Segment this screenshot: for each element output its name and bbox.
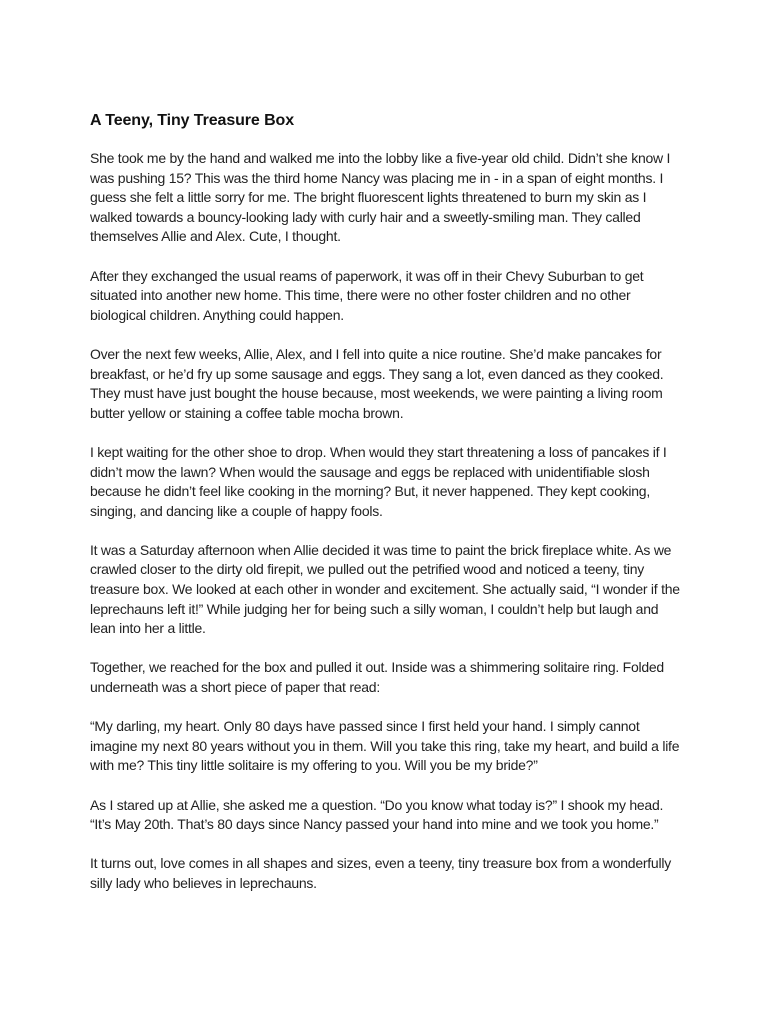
paragraph-2: After they exchanged the usual reams of paperwork, it was off in their Chevy Suburban to get situated into another new home. This time, there were no other foster children and no other biological children. Anything could happen. (90, 267, 644, 323)
paragraph-3: Over the next few weeks, Allie, Alex, and I fell into quite a nice routine. She’d make pancakes for breakfast, or he’d fry up some sausage and eggs. They sang a lot, even danced as they cooked. They must have just bought the house because, most weekends, we were painting a living room butter yellow or staining a coffee table mocha brown. (90, 345, 664, 421)
paragraph-5: It was a Saturday afternoon when Allie decided it was time to paint the brick fireplace white. As we crawled closer to the dirty old firepit, we pulled out the petrified wood and noticed a teeny, tiny treasure box. We looked at each other in wonder and excitement. She actually said, “I wonder if the leprechauns left it!” While judging her for being such a silly woman, I couldn’t help but laugh and lean into her a little. (90, 541, 680, 637)
paragraph-8: As I stared up at Allie, she asked me a question. “Do you know what today is?” I shook my head. “It’s May 20th. That’s 80 days since Nancy passed your hand into mine and we took you home.” (90, 796, 664, 833)
paragraph-1: She took me by the hand and walked me into the lobby like a five-year old child. Didn’t she know I was pushing 15? This was the third home Nancy was placing me in - in a span of eight months. I guess she felt a little sorry for me. The bright fluorescent lights threatened to burn my skin as I walked towards a bouncy-looking lady with curly hair and a sweetly-smiling man. They called themselves Allie and Alex. Cute, I thought. (90, 150, 671, 245)
paragraph-6: Together, we reached for the box and pulled it out. Inside was a shimmering solitaire ring. Folded underneath was a short piece of paper that read: (90, 659, 664, 696)
document-body (90, 110, 684, 913)
document-title: A Teeny, Tiny Treasure Box (90, 112, 294, 129)
paragraph-9: It turns out, love comes in all shapes and sizes, even a teeny, tiny treasure box from a wonderfully silly lady who believes in leprechauns. (90, 855, 671, 891)
paragraph-4: I kept waiting for the other shoe to drop. When would they start threatening a loss of pancakes if I didn’t mow the lawn? When would the sausage and eggs be replaced with unidentifiable slosh because he didn’t feel like cooking in the morning? But, it never happened. They kept cooking, singing, and dancing like a couple of happy fools. (90, 443, 667, 519)
paragraph-7: “My darling, my heart. Only 80 days have passed since I first held your hand. I simply cannot imagine my next 80 years without you in them. Will you take this ring, take my heart, and build a life with me? This tiny little solitaire is my offering to you. Will you be my bride?” (90, 718, 680, 774)
